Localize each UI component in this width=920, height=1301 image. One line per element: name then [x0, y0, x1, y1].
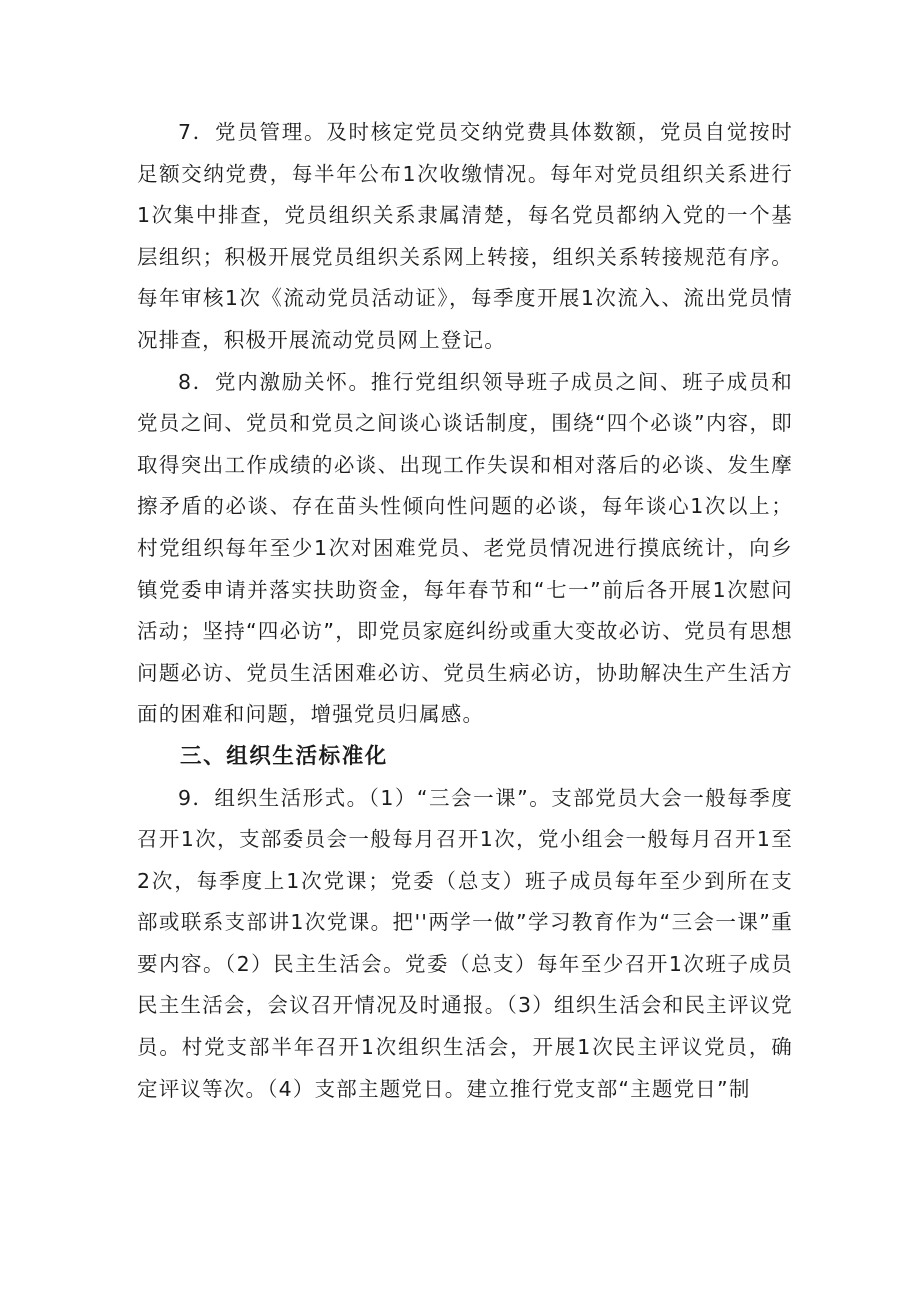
paragraph-organizational-life-forms: 9．组织生活形式。（1）“三会一课”。支部党员大会一般每季度召开1次，支部委员会一般每月召开1次，党小组会一般每月召开1至2次，每季度上1次党课；党委（总支）班子成员每年至少到所在支部或联系支部讲1次党课。把''两学一做”学习教育作为“三会一课”重要内容。（2）民主生活会。党委（总支）每年至少召开1次班子成员民主生活会，会议召开情况及时通报。（3）组织生活会和民主评议党员。村党支部半年召开1次组织生活会，开展1次民主评议党员，确定评议等次。（4）支部主题党日。建立推行党支部“主题党日”制	[137, 785, 793, 1101]
paragraph-party-incentive-care: 8．党内激励关怀。推行党组织领导班子成员之间、班子成员和党员之间、党员和党员之间谈心谈话制度，围绕“四个必谈”内容，即取得突出工作成绩的必谈、出现工作失误和相对落后的必谈、发生摩擦矛盾的必谈、存在苗头性倾向性问题的必谈，每年谈心1次以上；村党组织每年至少1次对困难党员、老党员情况进行摸底统计，向乡镇党委申请并落实扶助资金，每年春节和“七一”前后各开展1次慰问活动；坚持“四必访”，即党员家庭纠纷或重大变故必访、党员有思想问题必访、党员生活困难必访、党员生病必访，协助解决生产生活方面的困难和问题，增强党员归属感。	[137, 369, 793, 727]
paragraph-party-member-management: 7．党员管理。及时核定党员交纳党费具体数额，党员自觉按时足额交纳党费，每半年公布1次收缴情况。每年对党员组织关系进行1次集中排查，党员组织关系隶属清楚，每名党员都纳入党的一个基层组织；积极开展党员组织关系网上转接，组织关系转接规范有序。每年审核1次《流动党员活动证》，每季度开展1次流入、流出党员情况排查，积极开展流动党员网上登记。	[137, 120, 793, 352]
document-body	[137, 112, 793, 1110]
section-heading-organizational-life: 三、组织生活标准化	[180, 743, 388, 769]
